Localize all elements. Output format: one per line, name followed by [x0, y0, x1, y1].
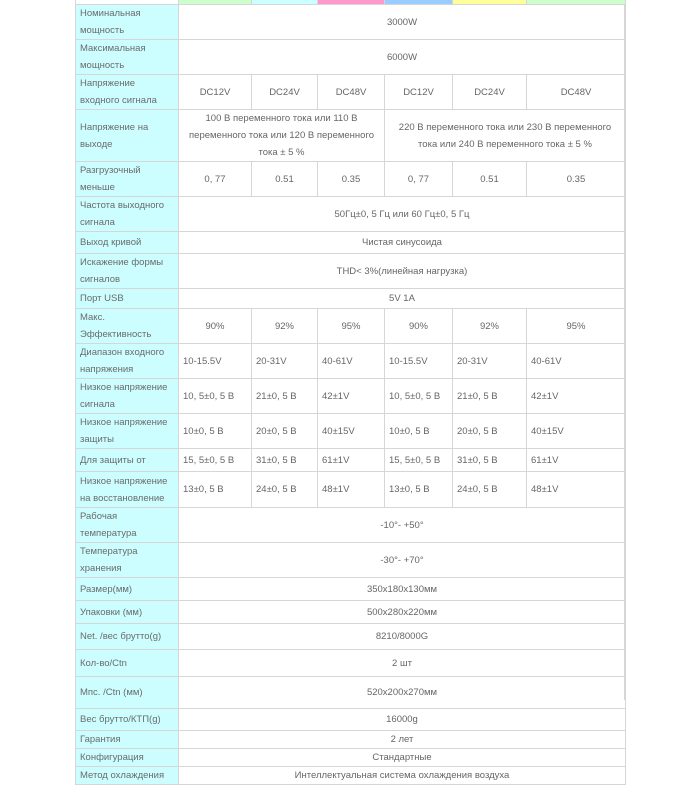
cell-value: -30°- +70°	[179, 543, 626, 578]
table-row	[76, 75, 626, 110]
cell-value: 42±1V	[318, 379, 385, 414]
cell-value: 21±0, 5 В	[252, 379, 318, 414]
cell-value: 0, 77	[385, 162, 453, 197]
cell-value: 5V 1A	[179, 289, 626, 309]
cell-value: 31±0, 5 В	[252, 449, 318, 472]
cell-value: 61±1V	[318, 449, 385, 472]
cell-value: 2 лет	[179, 731, 626, 749]
cell-value: 10, 5±0, 5 В	[385, 379, 453, 414]
cell-value: 10-15.5V	[179, 344, 252, 379]
row-label: Макс. Эффективность	[76, 309, 179, 344]
cell-value: 95%	[527, 309, 626, 344]
cell-value: 61±1V	[527, 449, 626, 472]
cell-value: 10, 5±0, 5 В	[179, 379, 252, 414]
table-row	[76, 624, 626, 650]
table-row	[76, 472, 626, 508]
row-label: Конфигурация	[76, 749, 179, 767]
table-row	[76, 40, 626, 75]
row-label: Выход кривой	[76, 232, 179, 254]
cell-value: 3000W	[179, 5, 626, 40]
cell-value: DC48V	[318, 75, 385, 110]
cell-value: 13±0, 5 В	[179, 472, 252, 508]
table-row	[76, 449, 626, 472]
cell-value: DC48V	[527, 75, 626, 110]
cell-value: 15, 5±0, 5 В	[385, 449, 453, 472]
row-label: Искажение формы сигналов	[76, 254, 179, 289]
cell-value: -10°- +50°	[179, 508, 626, 543]
cell-value: 10±0, 5 В	[179, 414, 252, 449]
cell-value: 31±0, 5 В	[453, 449, 527, 472]
cell-value: 10±0, 5 В	[385, 414, 453, 449]
row-label: Низкое напряжение сигнала	[76, 379, 179, 414]
table-row	[76, 344, 626, 379]
row-label: Напряжение входного сигнала	[76, 75, 179, 110]
row-label: Низкое напряжение на восстановление	[76, 472, 179, 508]
cell-value: 500x280x220мм	[179, 601, 626, 624]
cell-value: 10-15.5V	[385, 344, 453, 379]
cell-value: 42±1V	[527, 379, 626, 414]
row-label: Максимальная мощность	[76, 40, 179, 75]
table-row	[76, 414, 626, 449]
cell-value: 21±0, 5 В	[453, 379, 527, 414]
row-label: Низкое напряжение защиты	[76, 414, 179, 449]
cell-value: 40±15V	[527, 414, 626, 449]
table-row	[76, 650, 626, 677]
table-row	[76, 232, 626, 254]
cell-value: 48±1V	[527, 472, 626, 508]
cell-value: 40-61V	[318, 344, 385, 379]
table-row	[76, 254, 626, 289]
cell-value: THD< 3%(линейная нагрузка)	[179, 254, 626, 289]
row-label: Для защиты от	[76, 449, 179, 472]
row-label: Напряжение на выходе	[76, 110, 179, 162]
cell-value: 24±0, 5 В	[453, 472, 527, 508]
cell-value: 0.51	[453, 162, 527, 197]
row-label: Вес брутто/КТП(g)	[76, 709, 179, 731]
cell-value: 8210/8000G	[179, 624, 626, 650]
cell-value: 90%	[385, 309, 453, 344]
row-label: Частота выходного сигнала	[76, 197, 179, 232]
table-row	[76, 162, 626, 197]
cell-value: 0, 77	[179, 162, 252, 197]
cell-value: DC12V	[179, 75, 252, 110]
table-row	[76, 677, 626, 709]
cell-value: 48±1V	[318, 472, 385, 508]
row-label: Номинальная мощность	[76, 5, 179, 40]
cell-value: 95%	[318, 309, 385, 344]
table-row	[76, 197, 626, 232]
row-label: Гарантия	[76, 731, 179, 749]
cell-value: 16000g	[179, 709, 626, 731]
cell-value: 20-31V	[453, 344, 527, 379]
cell-value: 92%	[453, 309, 527, 344]
cell-value: Чистая синусоида	[179, 232, 626, 254]
cell-value: 20±0, 5 В	[252, 414, 318, 449]
row-label: Кол-во/Ctn	[76, 650, 179, 677]
cell-value: 13±0, 5 В	[385, 472, 453, 508]
table-row	[76, 110, 626, 162]
row-label: Net. /вес брутто(g)	[76, 624, 179, 650]
table-row	[76, 508, 626, 543]
table-row	[76, 767, 626, 785]
table-row	[76, 5, 626, 40]
cell-value: DC24V	[453, 75, 527, 110]
spec-table-container	[75, 0, 625, 785]
row-label: Порт USB	[76, 289, 179, 309]
table-row	[76, 379, 626, 414]
cell-value: 0.35	[318, 162, 385, 197]
row-label: Температура хранения	[76, 543, 179, 578]
cell-value: 20-31V	[252, 344, 318, 379]
table-row	[76, 749, 626, 767]
cell-value: 40±15V	[318, 414, 385, 449]
table-row	[76, 709, 626, 731]
cell-value: DC12V	[385, 75, 453, 110]
cell-value: 15, 5±0, 5 В	[179, 449, 252, 472]
table-row	[76, 289, 626, 309]
cell-value: 2 шт	[179, 650, 626, 677]
cell-value: Интеллектуальная система охлаждения воздуха	[179, 767, 626, 785]
cell-value: 220 В переменного тока или 230 В переменного тока или 240 В переменного тока ± 5 %	[385, 110, 626, 162]
row-label: Метод охлаждения	[76, 767, 179, 785]
cell-value: 50Гц±0, 5 Гц или 60 Гц±0, 5 Гц	[179, 197, 626, 232]
cell-value: 350x180x130мм	[179, 578, 626, 601]
table-row	[76, 578, 626, 601]
cell-value: 0.51	[252, 162, 318, 197]
table-row	[76, 309, 626, 344]
cell-value: 24±0, 5 В	[252, 472, 318, 508]
cell-value: 90%	[179, 309, 252, 344]
cell-value: 520x200x270мм	[179, 677, 626, 709]
row-label: Упаковки (мм)	[76, 601, 179, 624]
cell-value: 20±0, 5 В	[453, 414, 527, 449]
cell-value: 100 В переменного тока или 110 В переменного тока или 120 В переменного тока ± 5 %	[179, 110, 385, 162]
row-label: Рабочая температура	[76, 508, 179, 543]
cell-value: Стандартные	[179, 749, 626, 767]
table-row	[76, 601, 626, 624]
cell-value: 6000W	[179, 40, 626, 75]
row-label: Разгрузочный меньше	[76, 162, 179, 197]
table-row	[76, 731, 626, 749]
cell-value: 92%	[252, 309, 318, 344]
table-row	[76, 543, 626, 578]
spec-table	[75, 0, 626, 785]
row-label: Диапазон входного напряжения	[76, 344, 179, 379]
cell-value: DC24V	[252, 75, 318, 110]
cell-value: 0.35	[527, 162, 626, 197]
row-label: Размер(мм)	[76, 578, 179, 601]
row-label: Мпс. /Ctn (мм)	[76, 677, 179, 709]
cell-value: 40-61V	[527, 344, 626, 379]
